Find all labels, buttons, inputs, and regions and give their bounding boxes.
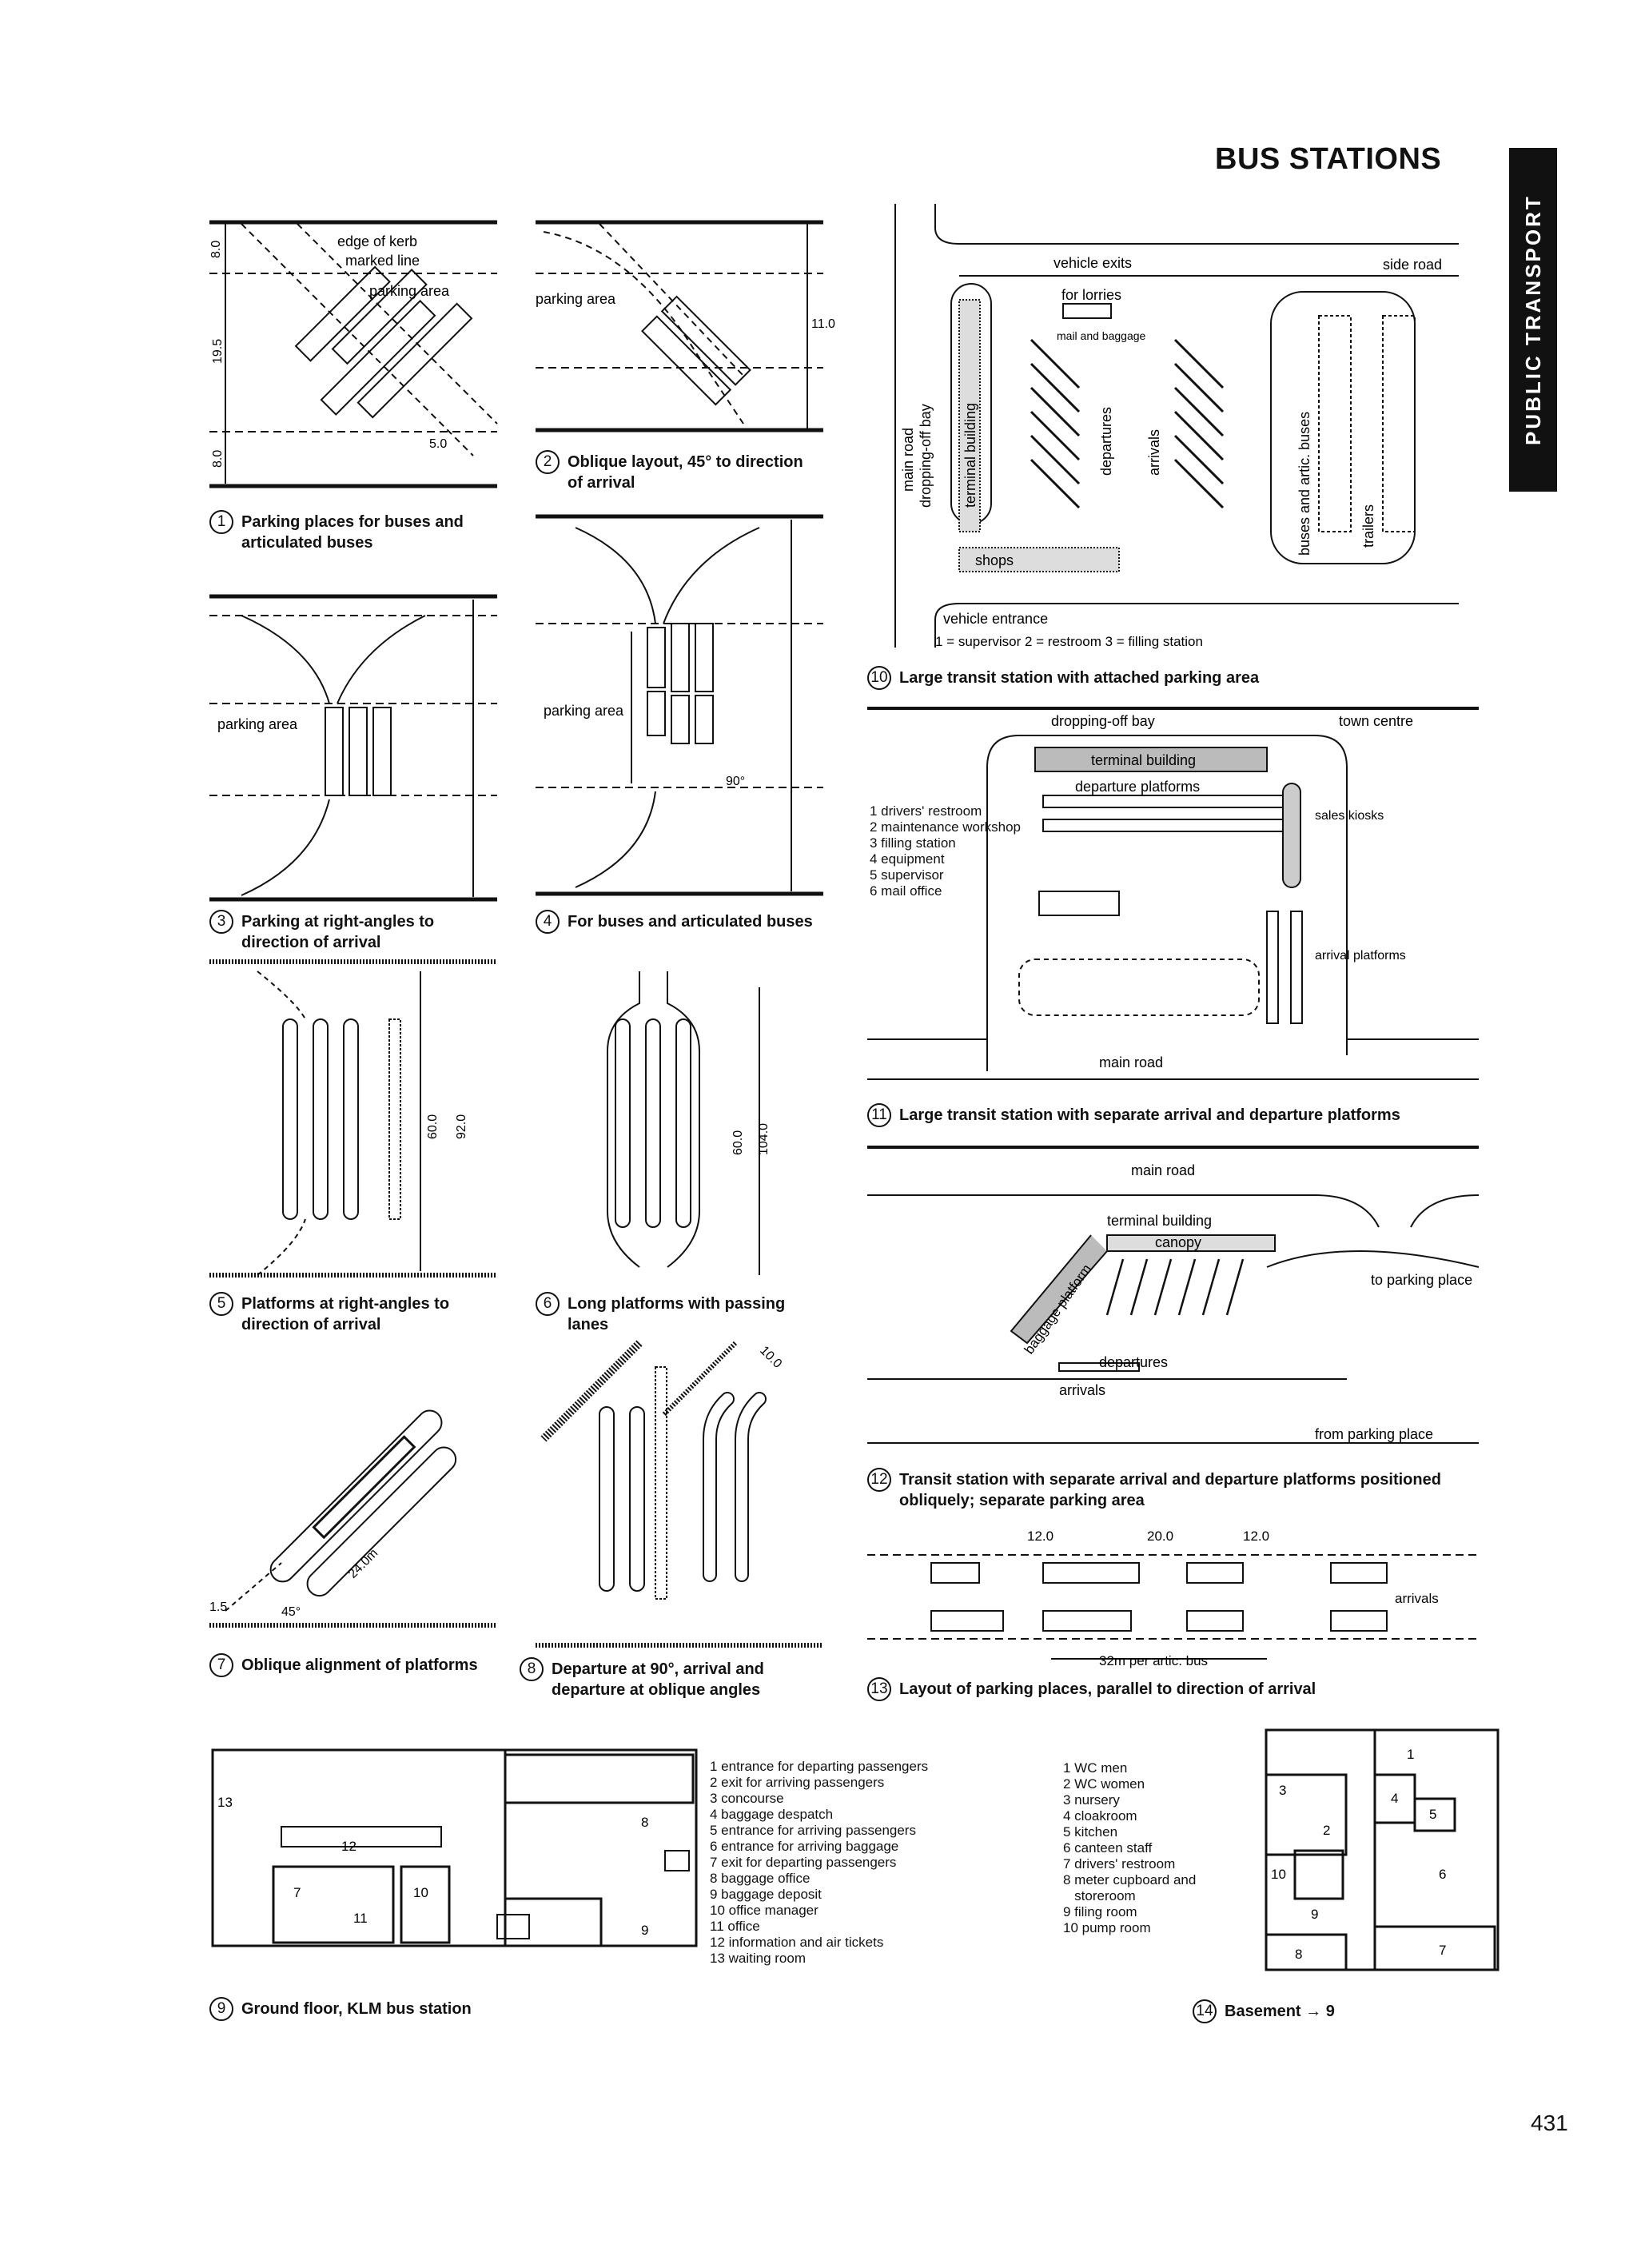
fig12-number: 12 xyxy=(867,1468,891,1492)
fig6-caption xyxy=(536,1293,823,1335)
fig7-dim-24: 24.0m xyxy=(345,1546,381,1581)
fig13-dim-12b: 12.0 xyxy=(1243,1529,1270,1544)
fig1-caption xyxy=(209,512,481,553)
fig14-room-6: 6 xyxy=(1439,1867,1447,1882)
fig9-legend-item: 7 exit for departing passengers xyxy=(710,1855,897,1870)
fig3-caption xyxy=(209,911,497,953)
fig10-key: 1 = supervisor 2 = restroom 3 = filling station xyxy=(935,634,1203,649)
fig1-dim-bot: 8.0 xyxy=(211,449,225,468)
fig1-dim-mid: 19.5 xyxy=(211,338,225,364)
fig12-caption xyxy=(867,1469,1483,1511)
fig13-caption-text: Layout of parking places, parallel to direction of arrival xyxy=(899,1680,1316,1698)
fig14-room-5: 5 xyxy=(1429,1807,1437,1822)
fig9-legend-item: 11 office xyxy=(710,1919,760,1934)
fig13-diagram xyxy=(867,1523,1479,1667)
fig14-legend-item: 6 canteen staff xyxy=(1063,1840,1153,1855)
fig6-diagram xyxy=(536,971,823,1283)
fig13-dim-20: 20.0 xyxy=(1147,1529,1174,1544)
fig9-room-13: 13 xyxy=(217,1795,233,1810)
fig9-legend-item: 10 office manager xyxy=(710,1903,818,1918)
fig12-to-parking: to parking place xyxy=(1371,1272,1473,1288)
fig5-dim-60: 60.0 xyxy=(426,1114,440,1139)
fig10-vehicle-exits: vehicle exits xyxy=(1053,255,1133,271)
fig8-caption xyxy=(520,1659,831,1700)
fig2-number: 2 xyxy=(536,450,560,474)
fig11-caption-text: Large transit station with separate arrival and departure platforms xyxy=(899,1106,1400,1124)
fig13-arrivals: arrivals xyxy=(1395,1591,1439,1606)
fig5-caption xyxy=(209,1293,497,1335)
fig1-label-area: parking area xyxy=(369,283,450,299)
fig11-number: 11 xyxy=(867,1103,891,1127)
fig11-legend-6: 6 mail office xyxy=(870,883,942,899)
fig7-diagram xyxy=(209,1371,497,1651)
fig14-legend-item: 8 meter cupboard and xyxy=(1063,1872,1197,1887)
fig1-label-kerb: edge of kerb xyxy=(337,233,418,249)
fig12-departures: departures xyxy=(1099,1354,1169,1370)
fig7-number: 7 xyxy=(209,1653,233,1677)
fig9-legend-item: 9 baggage deposit xyxy=(710,1887,822,1902)
fig1-dim-50: 5.0 xyxy=(429,437,448,451)
fig4-caption xyxy=(536,911,823,934)
fig14-room-10: 10 xyxy=(1271,1867,1286,1882)
fig4-diagram xyxy=(536,512,823,903)
fig9-number: 9 xyxy=(209,1997,233,2021)
fig9-legend-item: 8 baggage office xyxy=(710,1871,811,1886)
fig10-trailers: trailers xyxy=(1360,504,1376,548)
fig9-caption-text: Ground floor, KLM bus station xyxy=(241,2000,472,2018)
fig10-dropping: dropping-off bay xyxy=(918,404,934,508)
fig7-caption xyxy=(209,1655,497,1677)
fig14-legend-item: 9 filing room xyxy=(1063,1904,1137,1919)
fig14-legend-item: 10 pump room xyxy=(1063,1920,1151,1935)
fig12-diagram xyxy=(867,1139,1479,1459)
fig11-sales: sales kiosks xyxy=(1315,809,1384,823)
fig13-number: 13 xyxy=(867,1677,891,1701)
fig5-number: 5 xyxy=(209,1292,233,1316)
fig5-diagram xyxy=(209,955,497,1283)
fig10-entrance: vehicle entrance xyxy=(943,611,1049,627)
fig7-dim-15: 1.5 xyxy=(209,1600,228,1614)
fig8-caption-text: Departure at 90°, arrival and departure at oblique angles xyxy=(552,1660,764,1699)
fig6-number: 6 xyxy=(536,1292,560,1316)
fig9-legend-item: 12 information and air tickets xyxy=(710,1935,884,1950)
fig14-room-9: 9 xyxy=(1311,1907,1319,1922)
fig11-caption xyxy=(867,1105,1483,1127)
fig11-terminal: terminal building xyxy=(1091,752,1197,768)
fig4-caption-text: For buses and articulated buses xyxy=(568,913,813,931)
fig9-legend-item: 3 concourse xyxy=(710,1791,784,1806)
fig10-shops: shops xyxy=(975,552,1014,568)
fig9-room-12: 12 xyxy=(341,1839,356,1854)
fig6-dim-104: 104.0 xyxy=(757,1122,771,1155)
fig3-number: 3 xyxy=(209,910,233,934)
fig4-angle: 90° xyxy=(726,775,746,788)
fig9-room-9: 9 xyxy=(641,1923,649,1938)
fig14-number: 14 xyxy=(1193,1999,1217,2023)
fig11-town: town centre xyxy=(1339,713,1414,729)
fig13-caption xyxy=(867,1679,1483,1701)
fig10-side-road: side road xyxy=(1383,257,1443,273)
fig11-legend-2: 2 maintenance workshop xyxy=(870,819,1022,835)
fig1-dim-top: 8.0 xyxy=(209,240,223,258)
fig14-plan xyxy=(1263,1727,1503,1975)
side-tab: PUBLIC TRANSPORT xyxy=(1509,148,1557,492)
fig8-number: 8 xyxy=(520,1657,544,1681)
fig10-buses: buses and artic. buses xyxy=(1296,411,1312,556)
fig9-legend xyxy=(710,1759,1014,1967)
fig11-legend-3: 3 filling station xyxy=(870,835,956,851)
fig4-label-area: parking area xyxy=(544,703,624,719)
fig14-room-3: 3 xyxy=(1279,1783,1287,1798)
fig6-dim-60: 60.0 xyxy=(731,1130,745,1155)
fig14-legend-item: 3 nursery xyxy=(1063,1792,1120,1808)
fig10-terminal: terminal building xyxy=(962,402,978,508)
fig1-caption-text: Parking places for buses and articulated buses xyxy=(241,513,464,552)
fig8-dim-10: 10.0 xyxy=(757,1343,785,1371)
fig5-caption-text: Platforms at right-angles to direction of arrival xyxy=(241,1295,450,1333)
fig7-caption-text: Oblique alignment of platforms xyxy=(241,1656,478,1674)
fig9-legend-item: 1 entrance for departing passengers xyxy=(710,1759,929,1774)
fig4-number: 4 xyxy=(536,910,560,934)
fig14-room-8: 8 xyxy=(1295,1947,1303,1962)
fig9-room-10: 10 xyxy=(413,1885,428,1900)
fig9-legend-item: 6 entrance for arriving baggage xyxy=(710,1839,899,1854)
fig12-baggage: baggage platform xyxy=(1021,1261,1095,1357)
fig9-caption xyxy=(209,1999,609,2021)
fig11-diagram xyxy=(867,704,1479,1087)
fig14-legend xyxy=(1063,1760,1263,1936)
fig8-diagram xyxy=(536,1335,823,1655)
fig2-caption-text: Oblique layout, 45° to direction of arrival xyxy=(568,453,803,492)
fig10-main-road: main road xyxy=(900,427,916,492)
fig13-per-bus: 32m per artic. bus xyxy=(1099,1653,1209,1668)
fig14-room-4: 4 xyxy=(1391,1791,1399,1806)
fig5-dim-92: 92.0 xyxy=(455,1114,468,1139)
fig11-departure: departure platforms xyxy=(1075,779,1201,795)
fig11-arrival: arrival platforms xyxy=(1315,949,1406,963)
fig14-legend-item: 7 drivers' restroom xyxy=(1063,1856,1176,1871)
fig12-from-parking: from parking place xyxy=(1315,1426,1434,1442)
fig14-caption-text: Basement → 9 xyxy=(1225,2003,1335,2020)
fig10-for-lorries: for lorries xyxy=(1061,287,1122,303)
fig10-diagram xyxy=(871,204,1479,652)
fig6-caption-text: Long platforms with passing lanes xyxy=(568,1295,786,1333)
fig2-caption xyxy=(536,452,807,493)
fig14-legend-item: 5 kitchen xyxy=(1063,1824,1118,1840)
fig10-mail: mail and baggage xyxy=(1057,329,1146,342)
fig14-legend-item: 1 WC men xyxy=(1063,1760,1128,1776)
fig10-arrivals: arrivals xyxy=(1146,428,1162,476)
page-number: 431 xyxy=(1531,2111,1568,2135)
fig3-caption-text: Parking at right-angles to direction of arrival xyxy=(241,913,435,951)
fig9-legend-item: 2 exit for arriving passengers xyxy=(710,1775,885,1790)
fig12-canopy: canopy xyxy=(1155,1234,1202,1250)
fig14-legend-item: storeroom xyxy=(1063,1888,1136,1903)
fig9-plan xyxy=(209,1747,701,1955)
fig13-dim-12a: 12.0 xyxy=(1027,1529,1054,1544)
fig14-room-2: 2 xyxy=(1323,1823,1331,1838)
fig3-label-area: parking area xyxy=(217,716,298,732)
fig10-caption-text: Large transit station with attached parking area xyxy=(899,669,1260,687)
fig1-number: 1 xyxy=(209,510,233,534)
fig14-legend-item: 4 cloakroom xyxy=(1063,1808,1137,1824)
fig9-room-11: 11 xyxy=(353,1911,368,1926)
page-title: BUS STATIONS xyxy=(1215,142,1442,176)
fig14-caption xyxy=(1193,2001,1432,2023)
fig1-diagram xyxy=(209,216,497,492)
fig9-legend-item: 5 entrance for arriving passengers xyxy=(710,1823,916,1838)
fig10-number: 10 xyxy=(867,666,891,690)
fig12-mainroad: main road xyxy=(1131,1162,1196,1178)
fig12-terminal: terminal building xyxy=(1107,1213,1213,1229)
fig12-arrivals: arrivals xyxy=(1059,1382,1106,1398)
fig9-room-7: 7 xyxy=(293,1885,301,1900)
fig12-caption-text: Transit station with separate arrival and departure platforms positioned obliquely; separate parking area xyxy=(899,1471,1441,1509)
fig11-legend-5: 5 supervisor xyxy=(870,867,944,883)
fig10-departures: departures xyxy=(1098,406,1114,476)
fig11-legend-4: 4 equipment xyxy=(870,851,945,867)
fig9-room-8: 8 xyxy=(641,1815,649,1830)
fig14-room-1: 1 xyxy=(1407,1747,1415,1762)
fig11-dropping: dropping-off bay xyxy=(1051,713,1155,729)
fig2-label-area: parking area xyxy=(536,291,616,307)
fig9-legend-item: 13 waiting room xyxy=(710,1951,807,1966)
fig2-dim-1: 11.0 xyxy=(811,317,835,331)
fig1-label-line: marked line xyxy=(345,253,420,269)
fig10-caption xyxy=(867,668,1475,690)
fig2-diagram xyxy=(536,216,835,440)
fig11-legend-1: 1 drivers' restroom xyxy=(870,803,982,819)
fig3-diagram xyxy=(209,592,497,911)
fig7-dim-45: 45° xyxy=(281,1605,301,1619)
fig11-mainroad: main road xyxy=(1099,1054,1164,1070)
fig9-legend-item: 4 baggage despatch xyxy=(710,1807,834,1822)
fig14-legend-item: 2 WC women xyxy=(1063,1776,1145,1792)
fig14-room-7: 7 xyxy=(1439,1943,1447,1958)
